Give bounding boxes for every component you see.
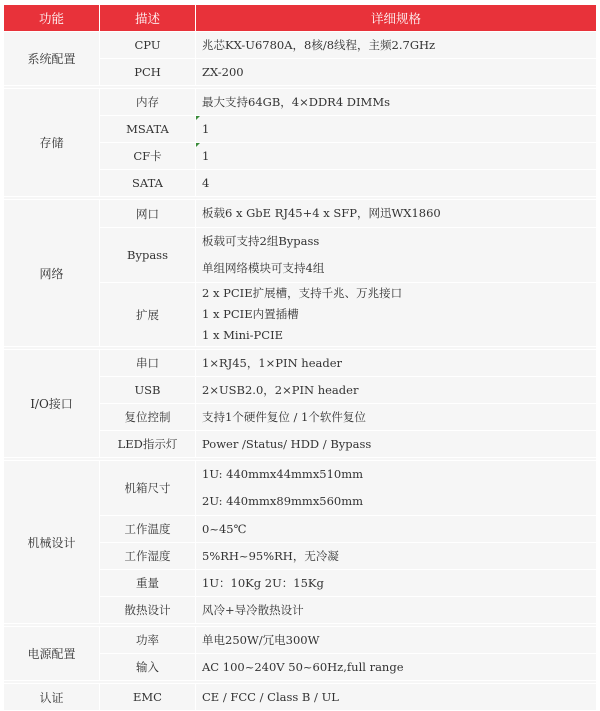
row-desc: Bypass — [100, 228, 196, 283]
header-detail: 详细规格 — [196, 5, 597, 32]
detail-line: 2 x PCIE扩展槽，支持千兆、万兆接口 — [202, 286, 403, 300]
row-desc: USB — [100, 377, 196, 404]
row-desc: 扩展 — [100, 283, 196, 347]
row-detail: CE / FCC / Class B / UL — [196, 684, 597, 711]
detail-line: 板载可支持2组Bypass — [202, 234, 320, 248]
detail-line: 1 x PCIE内置插槽 — [202, 307, 299, 321]
table-row — [4, 200, 597, 228]
table-row — [4, 684, 597, 711]
row-detail: 1U：10Kg 2U：15Kg — [196, 570, 597, 597]
row-detail: 支持1个硬件复位 / 1个软件复位 — [196, 404, 597, 431]
detail-line: 1 x Mini-PCIE — [202, 328, 284, 342]
detail-line: 板载6 x GbE RJ45+4 x SFP，网迅WX1860 — [202, 206, 441, 220]
row-detail: 最大支持64GB，4×DDR4 DIMMs — [196, 89, 597, 116]
row-detail: 风冷+导冷散热设计 — [196, 597, 597, 624]
table-row — [4, 461, 597, 516]
row-desc: 网口 — [100, 200, 196, 228]
row-desc: 重量 — [100, 570, 196, 597]
detail-line: 1U: 440mmx44mmx510mm — [202, 467, 364, 481]
row-desc: 输入 — [100, 654, 196, 681]
row-detail — [196, 283, 597, 347]
row-detail — [196, 200, 597, 228]
table-header-row — [4, 5, 597, 32]
row-desc: 工作温度 — [100, 516, 196, 543]
row-detail: 0~45℃ — [196, 516, 597, 543]
row-desc: MSATA — [100, 116, 196, 143]
row-desc: 内存 — [100, 89, 196, 116]
row-detail: 4 — [196, 170, 597, 197]
row-detail — [196, 228, 597, 283]
table-row — [4, 350, 597, 377]
group-label-cert: 认证 — [4, 684, 100, 711]
header-feature: 功能 — [4, 5, 100, 32]
group-label-power: 电源配置 — [4, 627, 100, 681]
group-label-storage: 存储 — [4, 89, 100, 197]
header-description: 描述 — [100, 5, 196, 32]
row-detail: 1 — [196, 116, 597, 143]
row-detail: 1×RJ45，1×PIN header — [196, 350, 597, 377]
row-desc: 复位控制 — [100, 404, 196, 431]
row-desc: EMC — [100, 684, 196, 711]
row-desc: CF卡 — [100, 143, 196, 170]
detail-line: 2U: 440mmx89mmx560mm — [202, 494, 364, 508]
row-detail: 1 — [196, 143, 597, 170]
group-label-io: I/O接口 — [4, 350, 100, 458]
table-row — [4, 89, 597, 116]
table-row — [4, 627, 597, 654]
row-detail: 2×USB2.0，2×PIN header — [196, 377, 597, 404]
row-desc: LED指示灯 — [100, 431, 196, 458]
row-desc: 功率 — [100, 627, 196, 654]
spec-table — [3, 4, 597, 711]
row-desc: CPU — [100, 32, 196, 59]
detail-line: 单组网络模块可支持4组 — [202, 261, 325, 275]
row-desc: SATA — [100, 170, 196, 197]
row-detail: ZX-200 — [196, 59, 597, 86]
group-label-mech: 机械设计 — [4, 461, 100, 624]
row-detail: 5%RH~95%RH，无冷凝 — [196, 543, 597, 570]
group-label-network: 网络 — [4, 200, 100, 347]
group-label-system: 系统配置 — [4, 32, 100, 86]
row-detail: 单电250W/冗电300W — [196, 627, 597, 654]
row-desc: 串口 — [100, 350, 196, 377]
row-desc: 机箱尺寸 — [100, 461, 196, 516]
row-detail — [196, 461, 597, 516]
table-row — [4, 32, 597, 59]
row-detail: Power /Status/ HDD / Bypass — [196, 431, 597, 458]
row-desc: PCH — [100, 59, 196, 86]
row-desc: 散热设计 — [100, 597, 196, 624]
row-desc: 工作湿度 — [100, 543, 196, 570]
row-detail: AC 100~240V 50~60Hz,full range — [196, 654, 597, 681]
row-detail: 兆芯KX-U6780A，8核/8线程，主频2.7GHz — [196, 32, 597, 59]
